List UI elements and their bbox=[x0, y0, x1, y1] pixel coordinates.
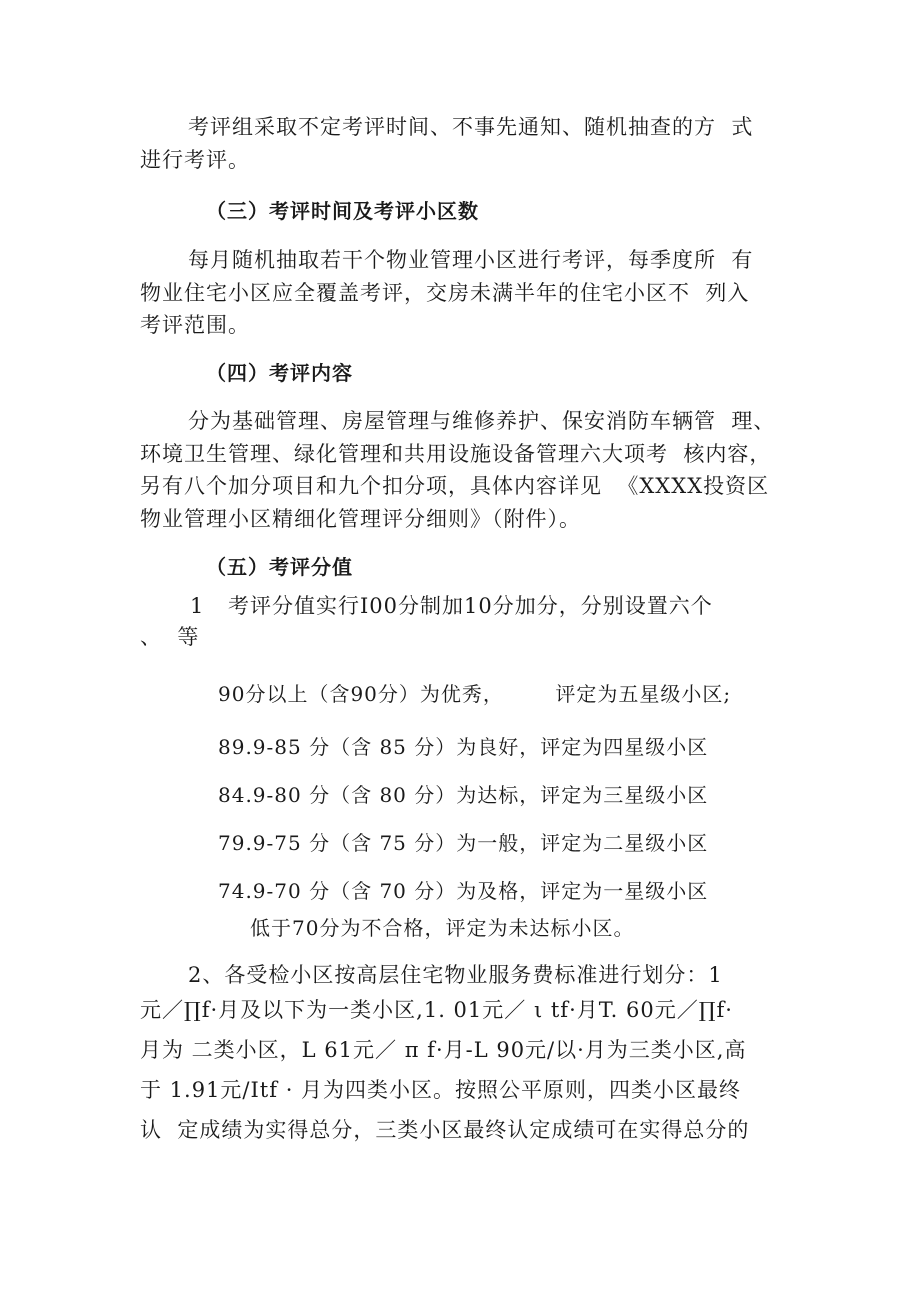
grade-line: 84.9-80 分（含 80 分）为达标，评定为三星级小区 bbox=[218, 783, 709, 807]
paragraph-line: 2、各受检小区按高层住宅物业服务费标准进行划分：1 bbox=[188, 963, 723, 987]
section-heading-3: （三）考评时间及考评小区数 bbox=[206, 199, 479, 223]
paragraph-line: 考评组采取不定考评时间、不事先通知、随机抽查的方 式 bbox=[188, 115, 754, 139]
paragraph-line: 另有八个加分项目和九个扣分项，具体内容详见 《XXXX投资区 bbox=[140, 474, 770, 498]
paragraph-line: 物业管理小区精细化管理评分细则》（附件）。 bbox=[140, 507, 581, 531]
section-heading-5: （五）考评分值 bbox=[206, 555, 353, 579]
grade-line: 79.9-75 分（含 75 分）为一般，评定为二星级小区 bbox=[218, 831, 709, 855]
paragraph-line: 分为基础管理、房屋管理与维修养护、保安消防车辆管 理、 bbox=[188, 409, 776, 433]
list-item-wrap: 、 等 bbox=[140, 625, 200, 649]
grade-line: 89.9-85 分（含 85 分）为良好，评定为四星级小区 bbox=[218, 735, 709, 759]
grade-line: 90分以上（含90分）为优秀， 评定为五星级小区; bbox=[218, 682, 732, 706]
list-item-text: 考评分值实行I00分制加10分加分，分别设置六个 bbox=[228, 594, 713, 618]
paragraph-line: 进行考评。 bbox=[140, 148, 250, 172]
grade-line: 低于70分为不合格，评定为未达标小区。 bbox=[250, 916, 635, 940]
paragraph-line: 月为 二类小区，L 61元／ π f·月-L 90元/以·月为三类小区,高 bbox=[140, 1038, 747, 1062]
paragraph-line: 物业住宅小区应全覆盖考评，交房未满半年的住宅小区不 列入 bbox=[140, 281, 750, 305]
list-item-number: 1 bbox=[190, 594, 205, 618]
paragraph-line: 元／∏f·月及以下为一类小区,1. 01元／ ι tf·月T. 60元／∏f· bbox=[140, 998, 733, 1022]
section-heading-4: （四）考评内容 bbox=[206, 361, 353, 385]
grade-line: 74.9-70 分（含 70 分）为及格，评定为一星级小区 bbox=[218, 879, 709, 903]
paragraph-line: 考评范围。 bbox=[140, 313, 250, 337]
paragraph-line: 环境卫生管理、绿化管理和共用设施设备管理六大项考 核内容， bbox=[140, 442, 772, 466]
paragraph-line: 于 1.91元/Itf · 月为四类小区。按照公平原则，四类小区最终 bbox=[140, 1078, 742, 1102]
paragraph-line: 认 定成绩为实得总分，三类小区最终认定成绩可在实得总分的 bbox=[140, 1118, 750, 1142]
paragraph-line: 每月随机抽取若干个物业管理小区进行考评，每季度所 有 bbox=[188, 248, 754, 272]
